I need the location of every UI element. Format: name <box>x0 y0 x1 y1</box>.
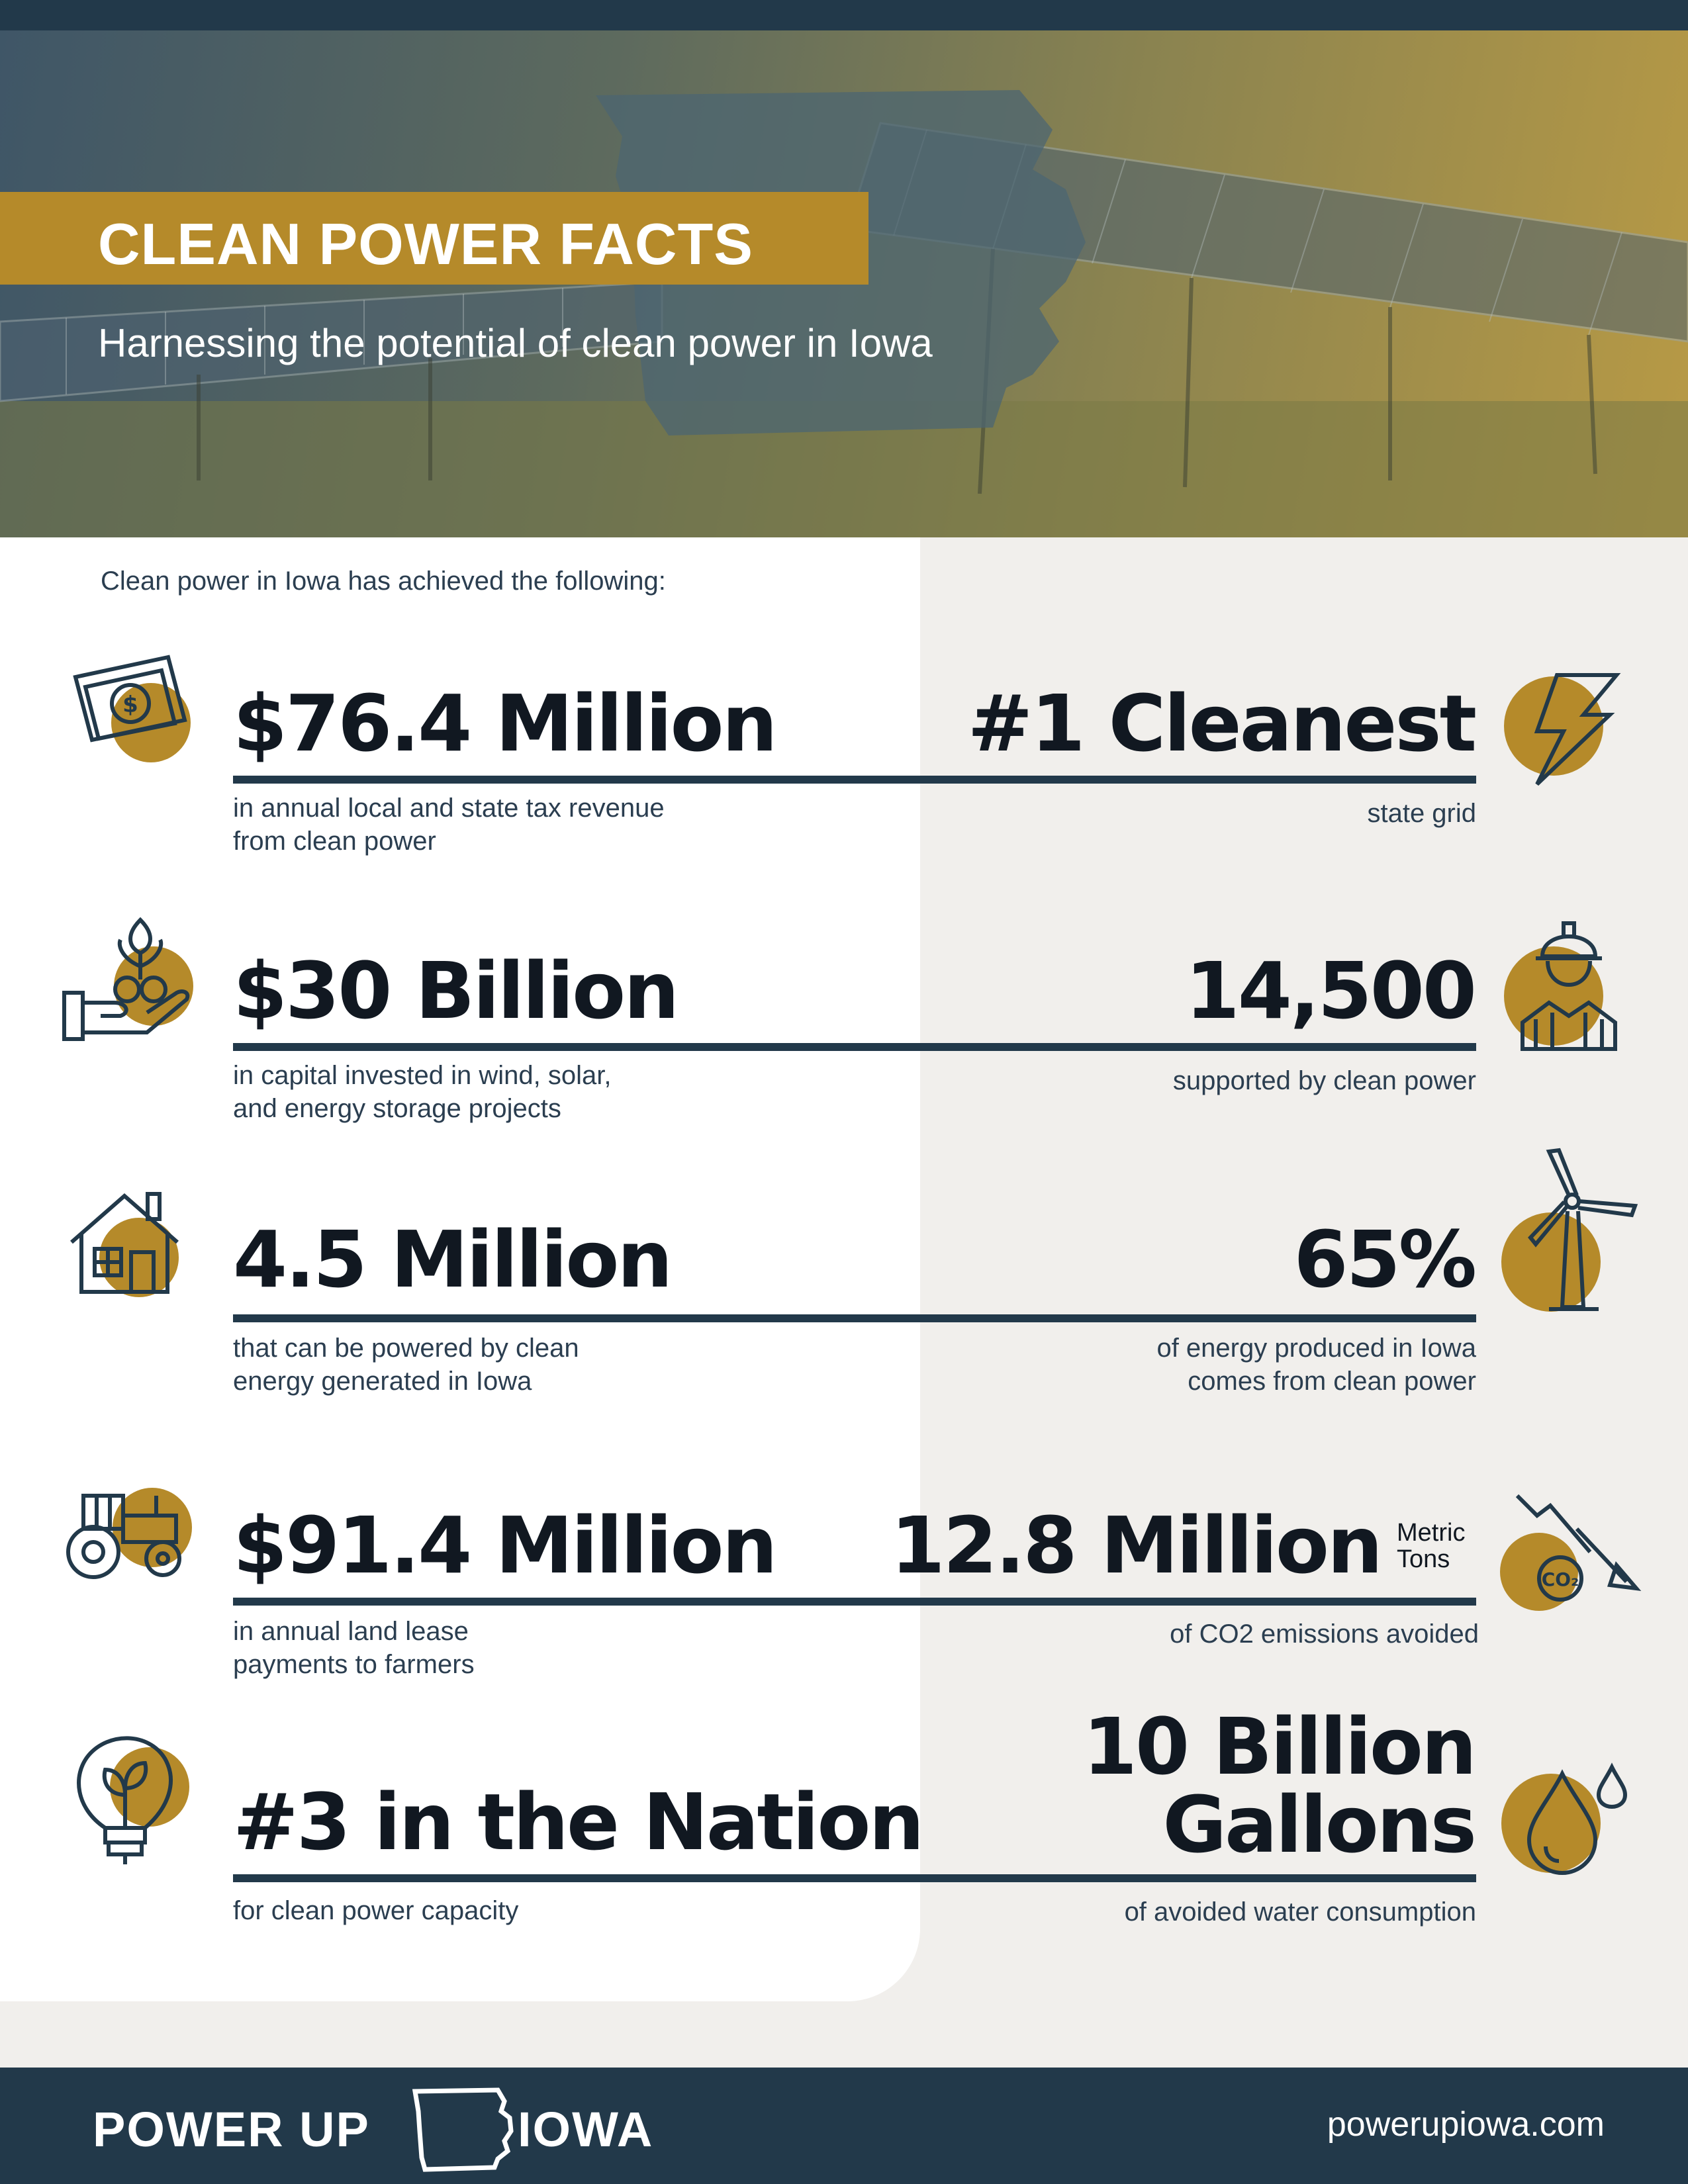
stat-desc-national-rank: for clean power capacity <box>233 1896 519 1925</box>
row-divider-1 <box>233 776 1476 784</box>
stat-desc-line: in capital invested in wind, solar, <box>233 1061 612 1090</box>
stat-desc-co2: of CO2 emissions avoided <box>1170 1619 1479 1649</box>
footer-logo-iowa: IOWA <box>518 2102 654 2157</box>
row-divider-5 <box>233 1874 1476 1882</box>
stat-desc-line: payments to farmers <box>233 1650 475 1679</box>
stat-value-cleanest: #1 Cleanest <box>967 678 1475 769</box>
stat-desc-line: from clean power <box>233 827 436 856</box>
lightning-bolt-icon <box>1511 668 1623 788</box>
stat-value-co2: 12.8 Million <box>890 1500 1381 1591</box>
top-bar <box>0 0 1688 30</box>
stat-unit-metric-tons <box>1397 1520 1465 1572</box>
svg-text:CO₂: CO₂ <box>1541 1569 1579 1590</box>
money-icon <box>69 654 195 753</box>
co2-down-icon <box>1511 1489 1643 1608</box>
footer-logo-power-up: POWER UP <box>93 2102 370 2157</box>
stat-desc-line: in annual local and state tax revenue <box>233 794 665 823</box>
row-divider-3 <box>233 1314 1476 1322</box>
stat-desc-line: that can be powered by clean <box>233 1334 579 1363</box>
tractor-icon <box>64 1482 189 1582</box>
stat-value-homes: 4.5 Million <box>233 1214 671 1305</box>
stat-desc-homes <box>233 1332 579 1398</box>
stat-desc-land-lease <box>233 1615 475 1681</box>
intro-text: Clean power in Iowa has achieved the following: <box>101 567 666 596</box>
footer-website-link[interactable]: powerupiowa.com <box>1327 2105 1605 2144</box>
stat-desc-jobs: supported by clean power <box>1172 1066 1476 1095</box>
unit-line: Metric <box>1397 1519 1466 1547</box>
worker-icon <box>1516 920 1622 1052</box>
row-divider-2 <box>233 1043 1476 1051</box>
stat-value-energy-share: 65% <box>1293 1214 1475 1305</box>
investment-plant-hand-icon <box>61 907 193 1046</box>
stat-value-jobs: 14,500 <box>1185 945 1475 1036</box>
stat-value-tax-revenue: $76.4 Million <box>233 678 776 769</box>
stat-desc-line: and energy storage projects <box>233 1094 561 1123</box>
house-icon <box>65 1186 184 1298</box>
iowa-outline-icon <box>405 2085 518 2172</box>
stat-desc-capital <box>233 1059 611 1125</box>
water-drops-icon <box>1516 1754 1628 1880</box>
stat-value-capital: $30 Billion <box>233 945 678 1036</box>
unit-line: Tons <box>1397 1545 1450 1573</box>
stat-desc-water: of avoided water consumption <box>1124 1897 1476 1927</box>
stat-value-national-rank: #3 in the Nation <box>233 1776 923 1868</box>
page-subtitle: Harnessing the potential of clean power in Iowa <box>98 321 933 365</box>
svg-text:$: $ <box>122 692 138 718</box>
stat-value-water <box>1082 1701 1475 1870</box>
stat-desc-line: comes from clean power <box>1188 1367 1476 1396</box>
stat-value-line: Gallons <box>1162 1779 1475 1870</box>
stat-desc-line: energy generated in Iowa <box>233 1367 532 1396</box>
wind-turbine-icon <box>1523 1145 1642 1317</box>
stat-desc-line: of energy produced in Iowa <box>1156 1334 1476 1363</box>
page-title: CLEAN POWER FACTS <box>98 211 753 277</box>
row-divider-4 <box>233 1598 1476 1606</box>
lightbulb-leaf-icon <box>69 1729 181 1868</box>
hero-banner <box>0 30 1688 537</box>
stat-desc-energy-share <box>1156 1332 1476 1398</box>
stat-value-line: 10 Billion <box>1082 1701 1475 1792</box>
stat-value-land-lease: $91.4 Million <box>233 1500 776 1591</box>
stat-desc-line: in annual land lease <box>233 1617 469 1646</box>
stat-desc-tax-revenue <box>233 792 665 858</box>
stat-desc-cleanest: state grid <box>1367 799 1476 828</box>
